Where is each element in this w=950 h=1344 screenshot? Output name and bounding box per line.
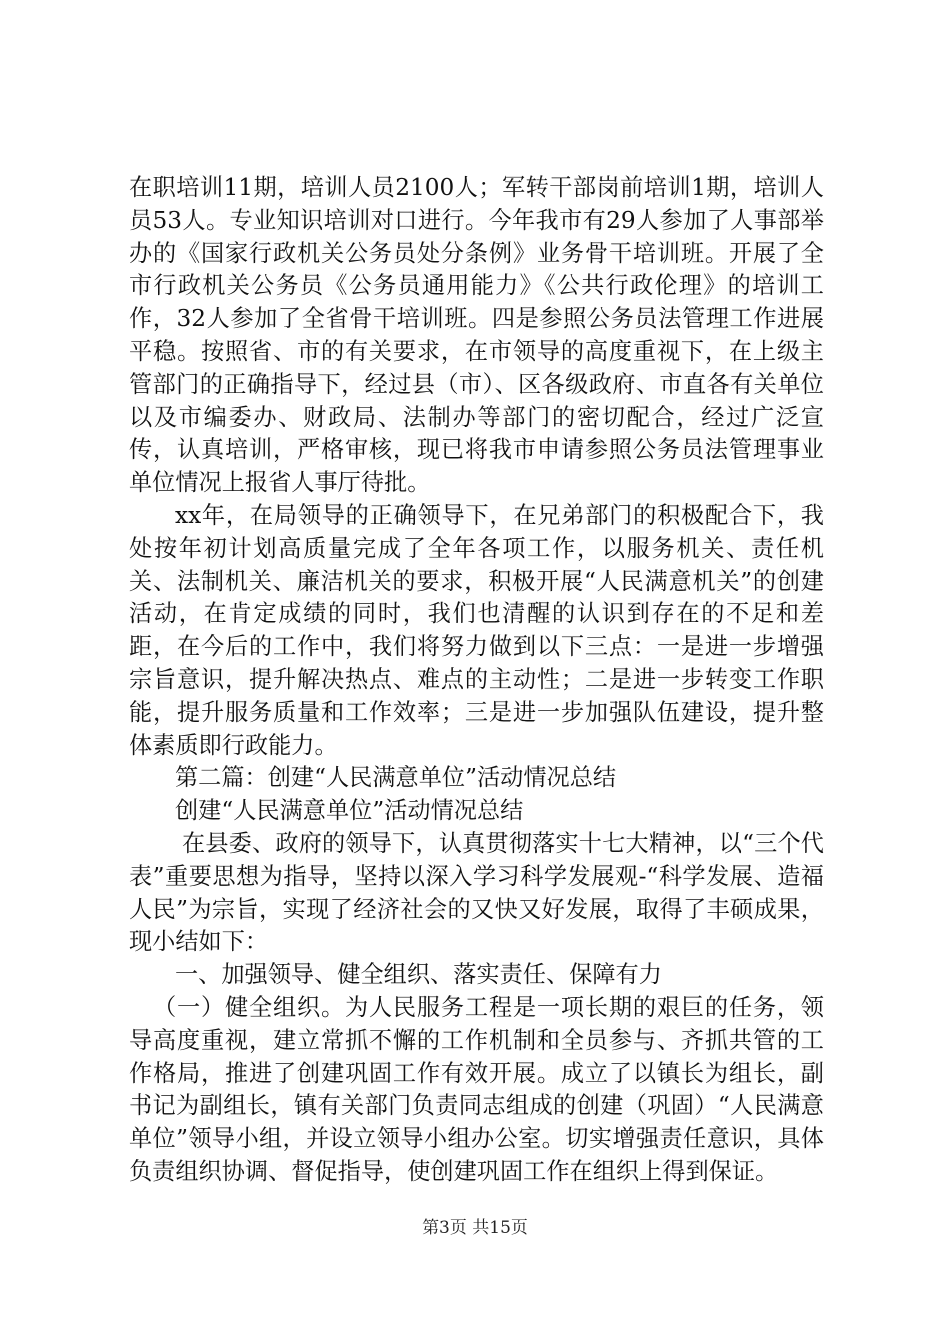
paragraph-intro: 在县委、政府的领导下，认真贯彻落实十七大精神，以“三个代表”重要思想为指导，坚持以深入学习科学发展观-“科学发展、造福人民”为宗旨，实现了经济社会的又快又好发展，取得了丰硕成果，现小结如下： xyxy=(129,829,824,956)
document-body xyxy=(129,172,824,1189)
paragraph-annual-review: xx年，在局领导的正确领导下，在兄弟部门的积极配合下，我处按年初计划高质量完成了全年各项工作，以服务机关、责任机关、法制机关、廉洁机关的要求，积极开展“人民满意机关”的创建活动，在肯定成绩的同时，我们也清醒的认识到存在的不足和差距，在今后的工作中，我们将努力做到以下三点：一是进一步增强宗旨意识，提升解决热点、难点的主动性；二是进一步转变工作职能，提升服务质量和工作效率；三是进一步加强队伍建设，提升整体素质即行政能力。 xyxy=(129,501,824,759)
page-number-footer: 第3页 共15页 xyxy=(422,1218,528,1238)
section-title: 创建“人民满意单位”活动情况总结 xyxy=(175,797,524,825)
paragraph-training-summary: 在职培训11期，培训人员2100人；军转干部岗前培训1期，培训人员53人。专业知识培训对口进行。今年我市有29人参加了人事部举办的《国家行政机关公务员处分条例》业务骨干培训班。开展了全市行政机关公务员《公务员通用能力》《公共行政伦理》的培训工作，32人参加了全省骨干培训班。四是参照公务员法管理工作进展平稳。按照省、市的有关要求，在市领导的高度重视下，在上级主管部门的正确指导下，经过县（市）、区各级政府、市直各有关单位以及市编委办、财政局、法制办等部门的密切配合，经过广泛宣传，认真培训，严格审核，现已将我市申请参照公务员法管理事业单位情况上报省人事厅待批。 xyxy=(129,174,824,497)
section-heading-part-two: 第二篇：创建“人民满意单位”活动情况总结 xyxy=(175,764,617,792)
subheading-leadership: 一、加强领导、健全组织、落实责任、保障有力 xyxy=(175,961,662,989)
paragraph-organization: （一）健全组织。为人民服务工程是一项长期的艰巨的任务，领导高度重视，建立常抓不懈的工作机制和全员参与、齐抓共管的工作格局，推进了创建巩固工作有效开展。成立了以镇长为组长，副书记为副组长，镇有关部门负责同志组成的创建（巩固）“人民满意单位”领导小组，并设立领导小组办公室。切实增强责任意识，具体负责组织协调、督促指导，使创建巩固工作在组织上得到保证。 xyxy=(129,993,824,1185)
